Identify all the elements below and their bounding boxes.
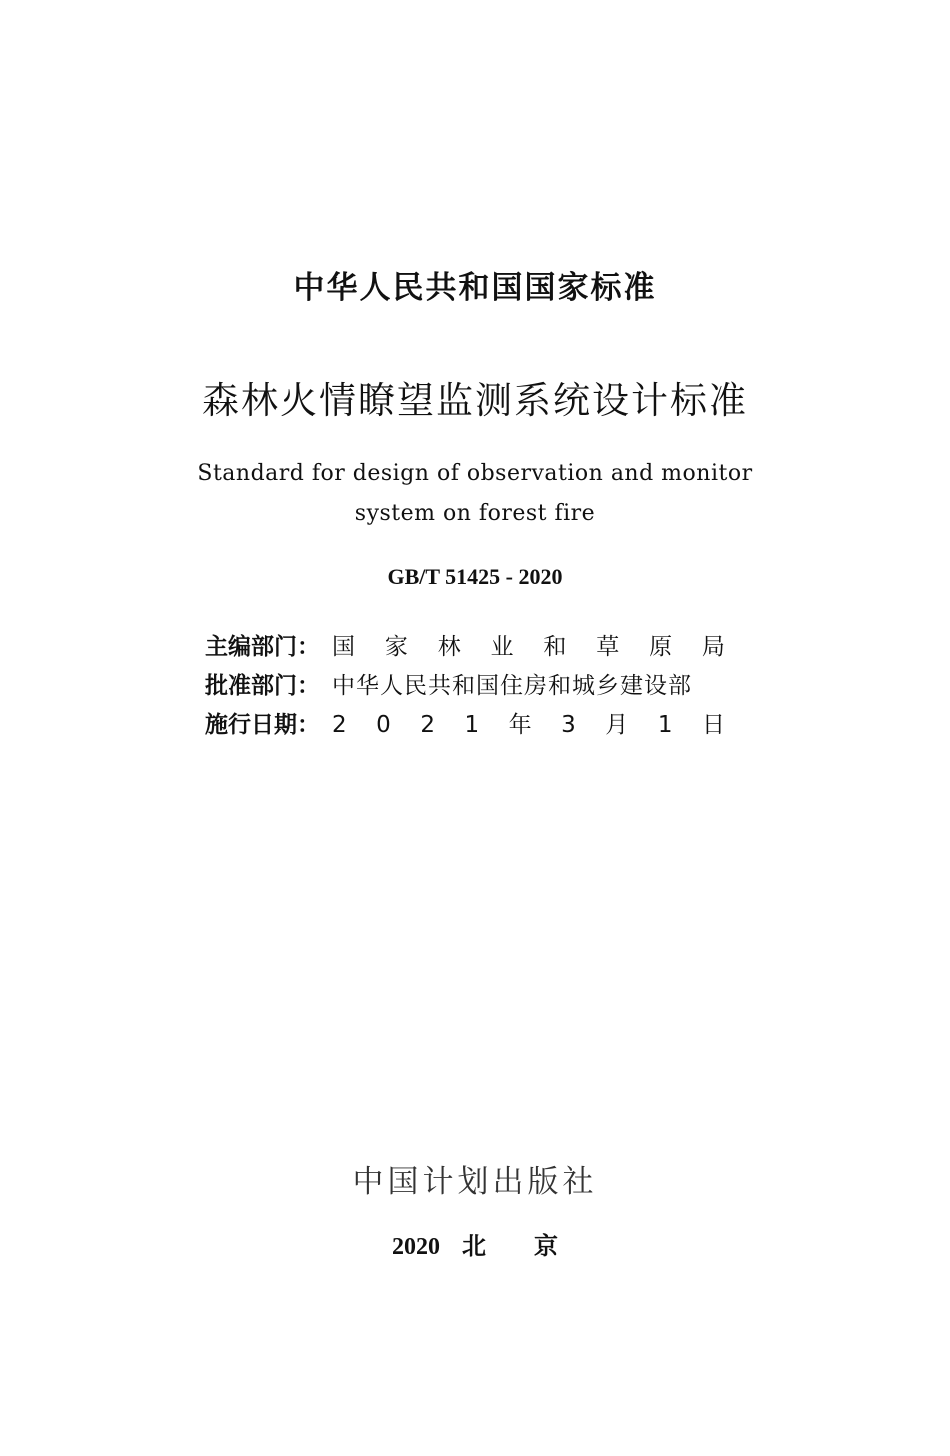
- effective-date-char: 1: [464, 712, 480, 738]
- editor-char: 和: [543, 634, 567, 660]
- standard-title-chinese: 森林火情瞭望监测系统设计标准: [202, 379, 748, 422]
- effective-date-char: 2: [332, 712, 347, 738]
- editor-char: 草: [596, 634, 620, 660]
- effective-date-value: [332, 706, 725, 745]
- effective-date-char: 2: [420, 712, 435, 738]
- national-standard-heading: 中华人民共和国国家标准: [293, 270, 657, 306]
- editor-label: 主编部门：: [205, 634, 320, 660]
- editor-value: [332, 628, 725, 667]
- standard-code: GB/T 51425 - 2020: [387, 564, 563, 589]
- title-english-line-1: Standard for design of observation and monitor: [197, 461, 753, 486]
- editor-char: 国: [332, 634, 355, 660]
- publish-city-char: 京: [534, 1234, 558, 1260]
- effective-date-char: 0: [376, 712, 391, 738]
- effective-date-char: 月: [605, 712, 629, 738]
- editor-char: 原: [649, 634, 673, 660]
- editor-char: 局: [701, 634, 725, 660]
- title-english-line-2: system on forest fire: [354, 501, 596, 526]
- effective-date-row: [205, 706, 725, 745]
- editor-char: 家: [384, 634, 408, 660]
- effective-date-char: 1: [657, 712, 673, 738]
- editor-char: 林: [437, 634, 461, 660]
- info-block: [205, 628, 725, 745]
- effective-date-char: 年: [508, 712, 532, 738]
- effective-date-label: 施行日期：: [205, 712, 320, 738]
- editor-row: [205, 628, 725, 667]
- publisher-name: 中国计划出版社: [352, 1164, 598, 1200]
- effective-date-char: 日: [701, 712, 725, 738]
- publish-year-place: [0, 1226, 950, 1261]
- approver-value: 中华人民共和国住房和城乡建设部: [332, 673, 692, 699]
- effective-date-char: 3: [561, 712, 576, 738]
- editor-char: 业: [490, 634, 514, 660]
- approver-row: [205, 667, 725, 706]
- approver-label: 批准部门：: [205, 673, 320, 699]
- standard-title-english: [0, 454, 950, 534]
- publish-city-char: 北: [462, 1234, 486, 1260]
- publish-year: 2020: [392, 1234, 440, 1260]
